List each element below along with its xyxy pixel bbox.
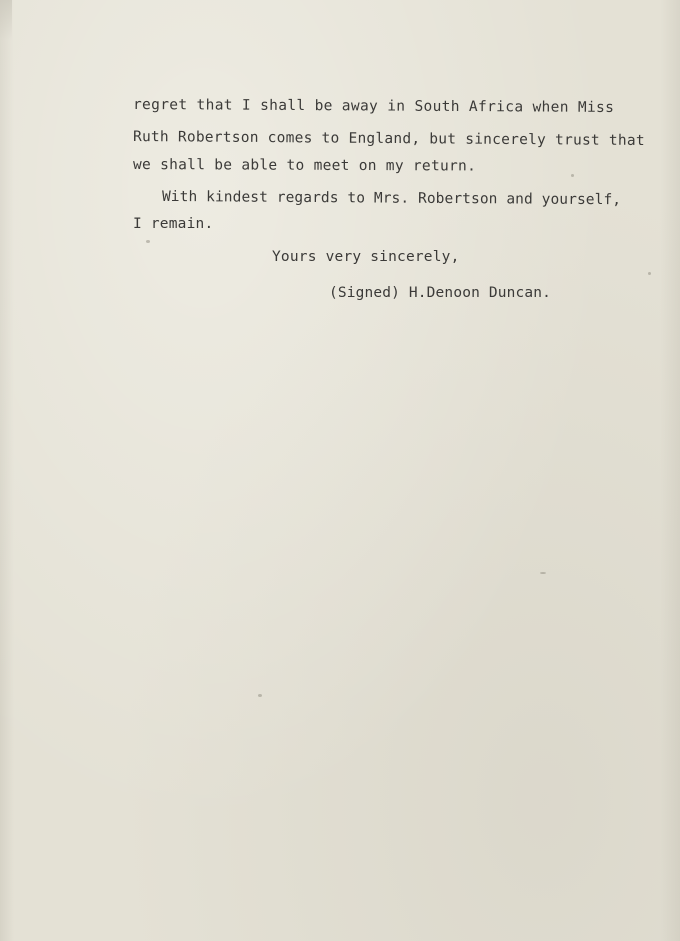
- paper-edge-shadow: [0, 0, 12, 40]
- body-line-2: Ruth Robertson comes to England, but sincerely trust that: [132, 129, 645, 150]
- paper-speck: [648, 272, 651, 275]
- signature-line: (Signed) H.Denoon Duncan.: [329, 285, 551, 301]
- body-line-5: I remain.: [133, 216, 214, 232]
- paper-speck: [146, 240, 150, 243]
- body-line-3: we shall be able to meet on my return.: [132, 157, 477, 175]
- closing-line: Yours very sincerely,: [272, 249, 460, 265]
- body-line-1: regret that I shall be away in South Africa when Miss: [132, 97, 615, 116]
- paper-speck: [571, 174, 574, 177]
- paper-speck: [540, 572, 546, 574]
- body-line-4: With kindest regards to Mrs. Robertson and yourself,: [161, 189, 622, 209]
- paper-speck: [258, 694, 262, 697]
